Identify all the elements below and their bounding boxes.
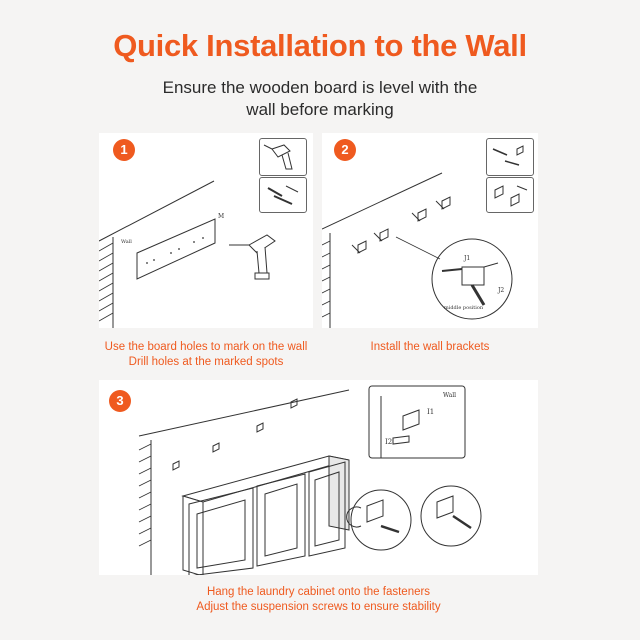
bracket-label-j1: J1: [464, 255, 471, 262]
screw-icon: [487, 139, 533, 175]
screw-icon: [260, 178, 306, 212]
step-2-badge: 2: [334, 139, 356, 161]
wall-label-1: Wall: [121, 239, 132, 245]
step-2-caption: [322, 340, 538, 355]
tool-thumbnail-screws-2: [486, 138, 534, 176]
subtitle-line-1: Ensure the wooden board is level with the: [162, 78, 478, 97]
step-3-caption: [99, 585, 538, 615]
step-1-panel: [99, 133, 313, 328]
wall-label-3: Wall: [443, 392, 457, 399]
middle-position-label: middle position: [444, 305, 484, 311]
step-2-panel: [322, 133, 538, 328]
bracket-label-j2: J2: [498, 287, 505, 294]
step-3-caption-line-2: Adjust the suspension screws to ensure stability: [196, 601, 441, 613]
step-3-caption-line-1: Hang the laundry cabinet onto the fasteners: [206, 586, 431, 598]
fastener-label-i1: I1: [427, 408, 435, 416]
part-label-m: M: [218, 213, 225, 220]
step-2-caption-line-1: Install the wall brackets: [370, 341, 490, 353]
step-1-caption-line-1: Use the board holes to mark on the wall: [104, 341, 308, 353]
drill-icon: [260, 139, 306, 175]
step-3-panel: [99, 380, 538, 575]
tool-thumbnail-brackets: [486, 177, 534, 213]
tool-thumbnail-screws: [259, 177, 307, 213]
step-1-caption-line-2: Drill holes at the marked spots: [128, 356, 284, 368]
fastener-label-i2: I2: [385, 438, 393, 446]
step-3-illustration: [99, 380, 538, 575]
tool-thumbnail-drill: [259, 138, 307, 176]
step-1-caption: [99, 340, 313, 370]
step-3-badge: 3: [109, 390, 131, 412]
subtitle-line-2: wall before marking: [246, 100, 394, 119]
page-subtitle: [0, 77, 640, 121]
bracket-icon: [487, 178, 533, 212]
step-1-badge: 1: [113, 139, 135, 161]
page-title: Quick Installation to the Wall: [113, 28, 527, 63]
